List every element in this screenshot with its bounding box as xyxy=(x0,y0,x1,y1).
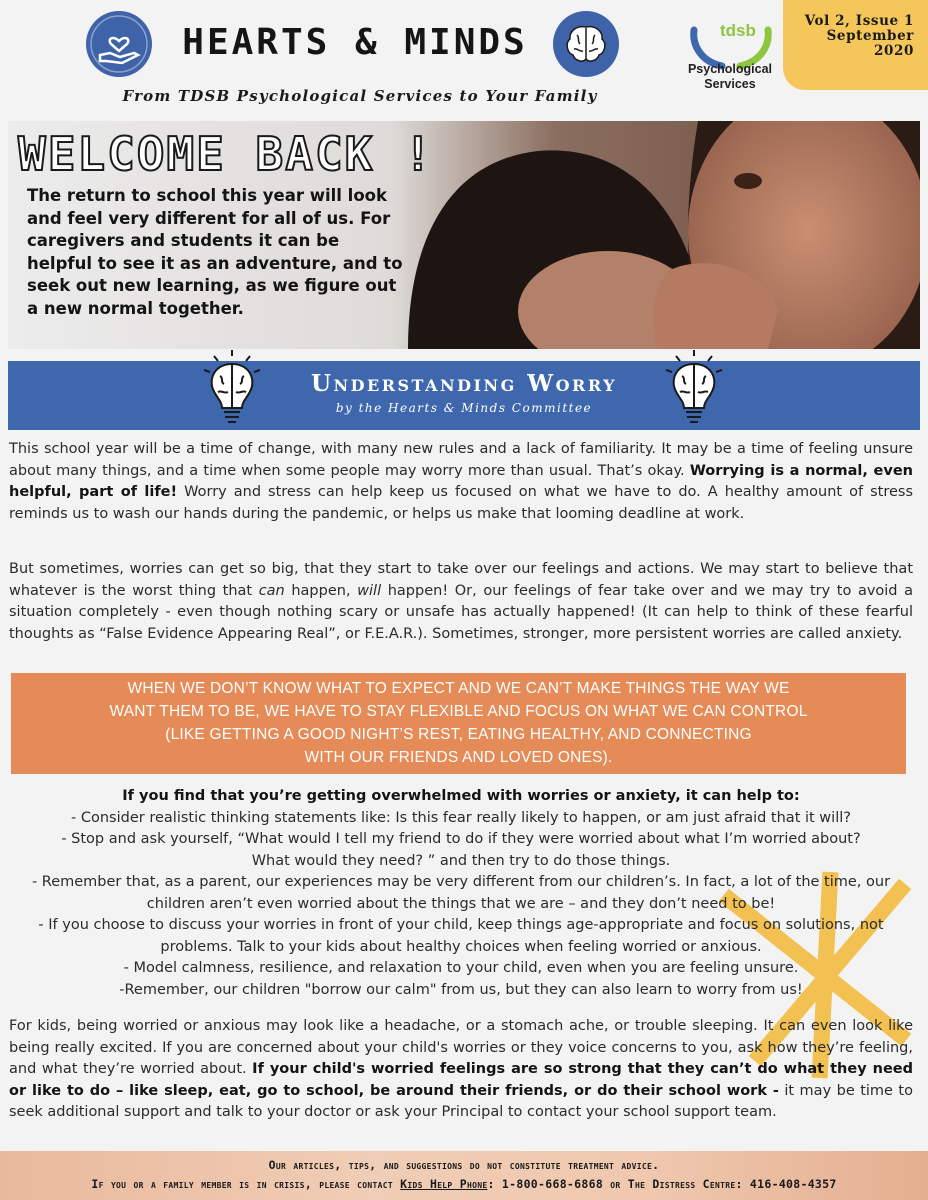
tips-list xyxy=(9,786,913,1001)
footer-text: If you or a family member is in crisis, please contact xyxy=(91,1177,401,1191)
list-item: What would they need? ” and then try to do those things. xyxy=(251,852,671,869)
issue-info-box xyxy=(783,0,928,90)
list-item: - Model calmness, resilience, and relaxation to your child, even when you are feeling unsure. xyxy=(123,960,799,976)
para-text: This school year will be a time of change, with many new rules and a lack of familiarity. It may be a time of feeling unsure about many things, and a time when some people may worry more than usual. That’s okay. xyxy=(9,441,913,479)
tdsb-logo-caption xyxy=(680,62,780,92)
issue-month: September xyxy=(826,28,914,44)
newsletter-subtitle: From TDSB Psychological Services to Your Family xyxy=(122,87,598,105)
tips-heading: If you find that you’re getting overwhelmed with worries or anxiety, it can help to: xyxy=(122,788,800,804)
brain-icon xyxy=(553,11,619,77)
footer-line: Our articles, tips, and suggestions do not constitute treatment advice. xyxy=(268,1158,660,1172)
list-item: - If you choose to discuss your worries in front of your child, keep things age-appropriate and focus on solutions, not xyxy=(38,917,884,933)
callout-line: WITH OUR FRIENDS AND LOVED ONES). xyxy=(304,749,613,766)
callout-line: WANT THEM TO BE, WE HAVE TO STAY FLEXIBLE AND FOCUS ON WHAT WE CAN CONTROL xyxy=(109,703,808,720)
callout-line: (LIKE GETTING A GOOD NIGHT’S REST, EATING HEALTHY, AND CONNECTING xyxy=(165,726,752,743)
para-bold-text: Worrying is a normal, even helpful, part of life! xyxy=(9,462,913,500)
footer-disclaimer xyxy=(0,1151,928,1200)
list-item: children aren’t even worried about the things that we are – and they don’t need to be! xyxy=(146,895,776,912)
footer-line xyxy=(0,1175,928,1194)
section-byline: by the Hearts & Minds Committee xyxy=(335,401,593,415)
intro-paragraph xyxy=(9,439,913,525)
list-item: - Remember that, as a parent, our experiences may be very different from our children’s. In fact, a lot of the time, our xyxy=(31,874,891,890)
list-item: - Consider realistic thinking statements like: Is this fear really likely to happen, or am just afraid that it will? xyxy=(71,809,851,826)
tdsb-logo-text: tdsb xyxy=(720,21,756,40)
kids-paragraph xyxy=(9,1016,913,1124)
welcome-body: The return to school this year will look and feel very different for all of us. For caregivers and students it can be helpful to see it as an adventure, and to seek out new learning, as we figure out a new normal together. xyxy=(27,186,403,318)
para-text: For kids, being worried or anxious may look like a headache, or a stomach ache, or trouble sleeping. It can even look like being really excited. If you are concerned about your child's worries or they voice concerns to you, ask how they’re feeling, and what they’re worried about. xyxy=(9,1018,913,1077)
section-title: Understanding Worry xyxy=(310,370,618,397)
lightbulb-brain-icon xyxy=(196,346,268,428)
footer-text: : 1-800-668-6868 or The Distress Centre: 416-408-4357 xyxy=(487,1177,837,1191)
para-text: Worry and stress can help keep us focused on what we have to do. A healthy amount of stress reminds us to wash our hands during the pandemic, or helps us make that looming deadline at work. xyxy=(9,484,913,522)
para-text: happen, xyxy=(284,582,358,599)
list-item: problems. Talk to your kids about healthy choices when feeling worried or anxious. xyxy=(160,938,762,955)
callout-box xyxy=(11,673,906,774)
welcome-section xyxy=(8,121,920,349)
fear-paragraph xyxy=(9,559,913,645)
logo-caption-line: Psychological xyxy=(687,62,773,76)
para-text: happen! Or, our feelings of fear take over and we may try to avoid a situation completely - even though nothing scary or unsafe has actually happened! (It can help to think of these fearful thoughts as “False Evidence Appearing Real”, or F.E.A.R.). Sometimes, stronger, more persistent worries are called anxiety. xyxy=(9,582,914,642)
newsletter-title: HEARTS & MINDS xyxy=(182,22,528,63)
callout-line: WHEN WE DON’T KNOW WHAT TO EXPECT AND WE CAN’T MAKE THINGS THE WAY WE xyxy=(127,680,790,697)
issue-volume: Vol 2, Issue 1 xyxy=(804,13,914,29)
issue-year: 2020 xyxy=(874,43,914,59)
welcome-title: WELCOME BACK ! xyxy=(18,127,434,181)
lightbulb-brain-icon xyxy=(658,346,730,428)
list-item: - Stop and ask yourself, “What would I tell my friend to do if they were worried about what I’m worried about? xyxy=(61,831,861,847)
para-bold-text: If your child's worried feelings are so strong that they can’t do what they need or like to do – like sleep, eat, go to school, be around their friends, or do their school work - xyxy=(9,1061,913,1099)
para-italic-text: can xyxy=(258,582,285,599)
list-item: -Remember, our children "borrow our calm" from us, but they can also learn to worry from us! xyxy=(119,981,803,998)
kids-help-phone-link[interactable]: Kids Help Phone xyxy=(400,1177,488,1191)
section-banner xyxy=(8,361,920,430)
heart-hand-icon xyxy=(86,11,152,77)
para-text: it may be time to seek additional support and talk to your doctor or ask your Principal to contact your school support team. xyxy=(9,1082,913,1120)
para-italic-text: will xyxy=(357,582,382,599)
logo-caption-line: Services xyxy=(704,77,756,91)
para-text: But sometimes, worries can get so big, that they start to take over our feelings and actions. We may start to believe that whatever is the worst thing that xyxy=(9,561,913,599)
